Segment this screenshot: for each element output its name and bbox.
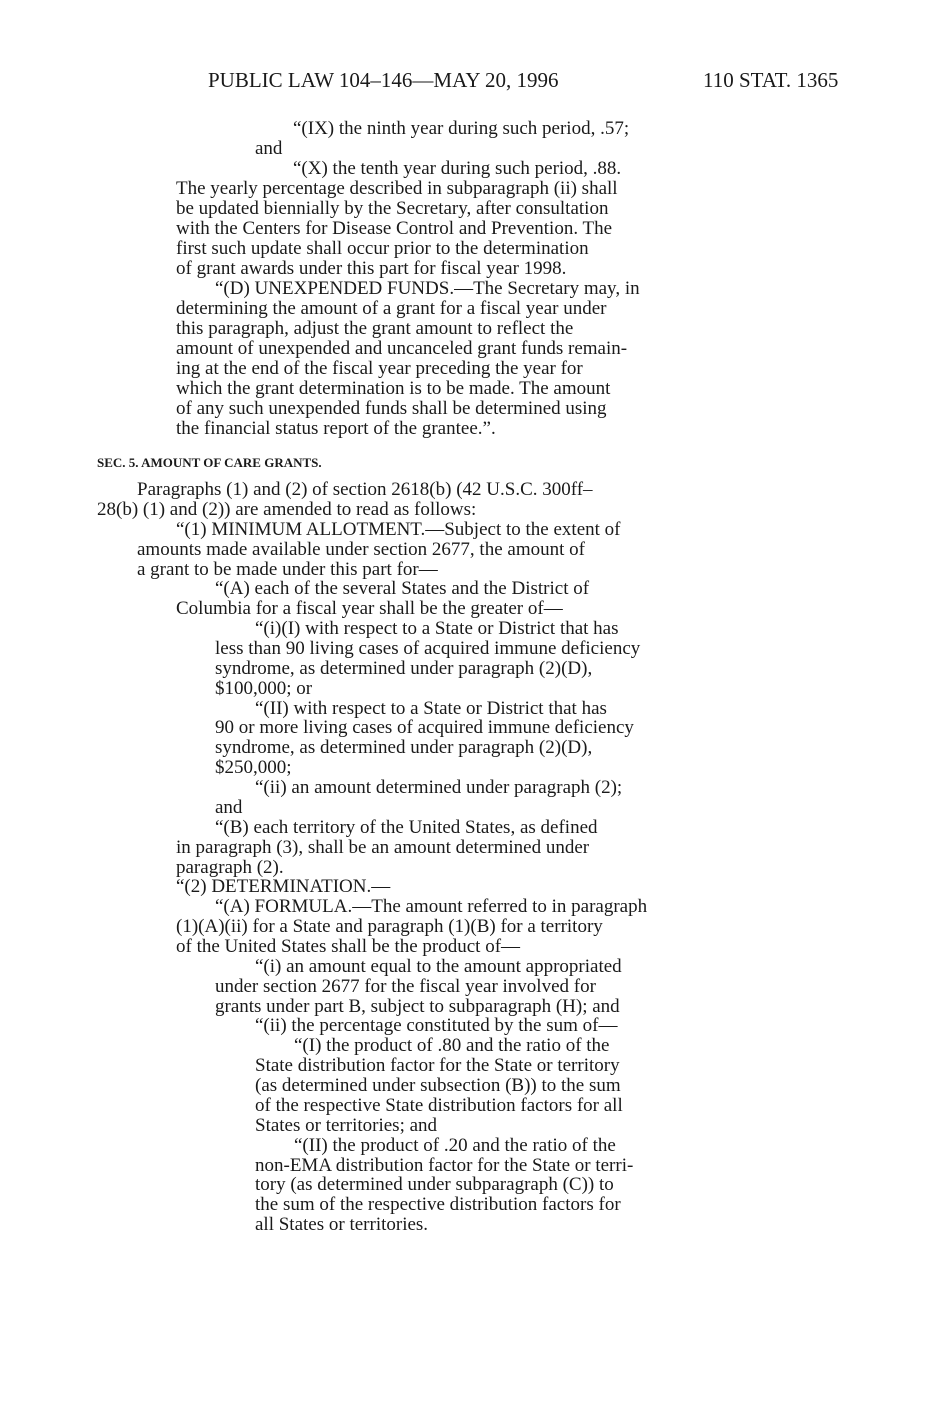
text-line: and <box>255 138 283 159</box>
text-line: States or territories; and <box>255 1115 438 1136</box>
text-line: paragraph (2). <box>176 857 284 878</box>
text-line: in paragraph (3), shall be an amount determined under <box>176 837 590 858</box>
text-line: which the grant determination is to be made. The amount <box>176 378 611 399</box>
text-line: “(II) with respect to a State or District that has <box>255 698 607 719</box>
text-line: $250,000; <box>215 757 292 778</box>
text-line: ing at the end of the fiscal year preceding the year for <box>176 358 583 379</box>
text-line: the sum of the respective distribution factors for <box>255 1194 621 1215</box>
section-heading: SEC. 5. AMOUNT OF CARE GRANTS. <box>97 455 322 470</box>
text-line: less than 90 living cases of acquired immune deficiency <box>215 638 641 659</box>
text-line: a grant to be made under this part for— <box>137 559 438 580</box>
text-line: “(i) an amount equal to the amount appropriated <box>255 956 622 977</box>
text-line: determining the amount of a grant for a fiscal year under <box>176 298 607 319</box>
text-line: (1)(A)(ii) for a State and paragraph (1)(B) for a territory <box>176 916 603 937</box>
running-header-title: PUBLIC LAW 104–146—MAY 20, 1996 <box>208 68 559 92</box>
text-line: “(II) the product of .20 and the ratio of the <box>294 1135 616 1156</box>
text-line: Columbia for a fiscal year shall be the greater of— <box>176 598 563 619</box>
text-line: (as determined under subsection (B)) to the sum <box>255 1075 621 1096</box>
text-line: “(X) the tenth year during such period, .88. <box>293 158 622 179</box>
text-line: “(A) each of the several States and the District of <box>215 578 590 599</box>
text-line: “(ii) the percentage constituted by the sum of— <box>255 1015 618 1036</box>
text-line: “(A) FORMULA.—The amount referred to in paragraph <box>215 896 648 917</box>
text-line: The yearly percentage described in subparagraph (ii) shall <box>176 178 618 199</box>
text-line: 28(b) (1) and (2)) are amended to read as follows: <box>97 499 477 520</box>
text-line: syndrome, as determined under paragraph (2)(D), <box>215 737 593 758</box>
text-line: “(IX) the ninth year during such period, .57; <box>293 118 630 139</box>
text-line: 90 or more living cases of acquired immune deficiency <box>215 717 634 738</box>
text-line: of grant awards under this part for fiscal year 1998. <box>176 258 567 279</box>
text-line: “(B) each territory of the United States, as defined <box>215 817 598 838</box>
text-line: with the Centers for Disease Control and Prevention. The <box>176 218 613 239</box>
text-line: first such update shall occur prior to the determination <box>176 238 589 259</box>
text-line: this paragraph, adjust the grant amount to reflect the <box>176 318 574 339</box>
text-line: grants under part B, subject to subparagraph (H); and <box>215 996 620 1017</box>
running-header-stat-page: 110 STAT. 1365 <box>703 68 839 92</box>
text-line: tory (as determined under subparagraph (C)) to <box>255 1174 614 1195</box>
text-line: the financial status report of the grantee.”. <box>176 418 496 439</box>
text-line: under section 2677 for the fiscal year involved for <box>215 976 596 997</box>
text-line: non-EMA distribution factor for the State or terri- <box>255 1155 634 1176</box>
text-line: Paragraphs (1) and (2) of section 2618(b) (42 U.S.C. 300ff– <box>137 479 593 500</box>
text-line: “(2) DETERMINATION.— <box>176 876 391 897</box>
text-line: State distribution factor for the State or territory <box>255 1055 620 1076</box>
text-line: “(1) MINIMUM ALLOTMENT.—Subject to the extent of <box>176 519 621 540</box>
text-line: and <box>215 797 243 818</box>
text-line: all States or territories. <box>255 1214 429 1235</box>
text-line: $100,000; or <box>215 678 313 699</box>
text-line: “(i)(I) with respect to a State or District that has <box>255 618 619 639</box>
text-line: be updated biennially by the Secretary, after consultation <box>176 198 609 219</box>
text-line: of the respective State distribution factors for all <box>255 1095 623 1116</box>
text-line: amounts made available under section 2677, the amount of <box>137 539 585 560</box>
text-line: of the United States shall be the product of— <box>176 936 521 957</box>
text-line: “(D) UNEXPENDED FUNDS.—The Secretary may, in <box>215 278 640 299</box>
text-line: “(I) the product of .80 and the ratio of the <box>294 1035 610 1056</box>
text-line: of any such unexpended funds shall be determined using <box>176 398 607 419</box>
text-line: amount of unexpended and uncanceled grant funds remain- <box>176 338 628 359</box>
text-line: syndrome, as determined under paragraph (2)(D), <box>215 658 593 679</box>
text-line: “(ii) an amount determined under paragraph (2); <box>255 777 623 798</box>
